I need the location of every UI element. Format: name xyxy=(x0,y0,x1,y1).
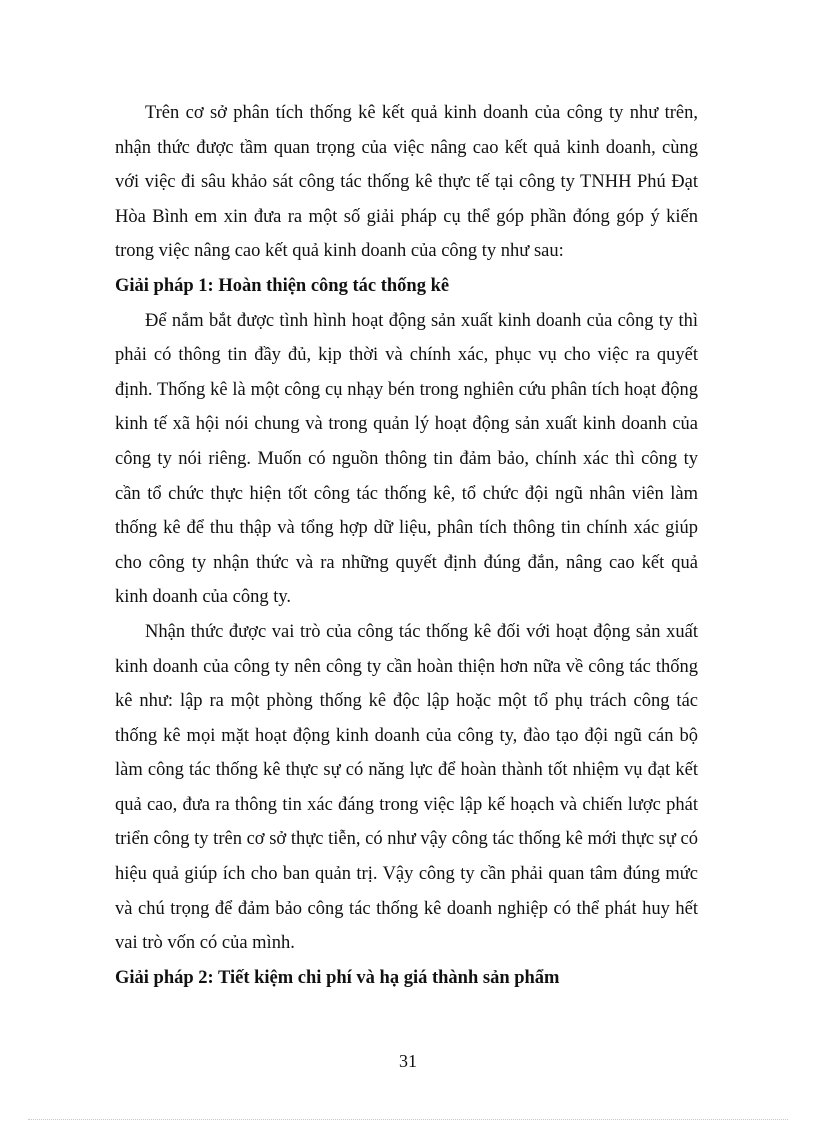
section-heading: Giải pháp 1: Hoàn thiện công tác thống kê xyxy=(115,275,450,296)
body-paragraph: Trên cơ sở phân tích thống kê kết quả kinh doanh của công ty như trên, nhận thức được tầm quan trọng của việc nâng cao kết quả kinh doanh, cùng với việc đi sâu khảo sát công tác thống kê thực tế tại công ty TNHH Phú Đạt Hòa Bình em xin đưa ra một số giải pháp cụ thể góp phần đóng góp ý kiến trong việc nâng cao kết quả kinh doanh của công ty như sau: xyxy=(115,103,698,262)
document-page xyxy=(115,96,698,995)
page-number: 31 xyxy=(399,1051,417,1071)
body-paragraph: Nhận thức được vai trò của công tác thống kê đối với hoạt động sản xuất kinh doanh của công ty nên công ty cần hoàn thiện hơn nữa về công tác thống kê như: lập ra một phòng thống kê độc lập hoặc một tổ phụ trách công tác thống kê mọi mặt hoạt động kinh doanh của công ty, đào tạo đội ngũ cán bộ làm công tác thống kê thực sự có năng lực để hoàn thành tốt nhiệm vụ đạt kết quả cao, đưa ra thông tin xác đáng trong việc lập kế hoạch và chiến lược phát triển công ty trên cơ sở thực tiễn, có như vậy công tác thống kê mới thực sự có hiệu quả giúp ích cho ban quản trị. Vậy công ty cần phải quan tâm đúng mức và chú trọng để đảm bảo công tác thống kê doanh nghiệp có thể phát huy hết vai trò vốn có của mình. xyxy=(115,621,698,954)
body-paragraph: Để nắm bắt được tình hình hoạt động sản xuất kinh doanh của công ty thì phải có thông tin đầy đủ, kịp thời và chính xác, phục vụ cho việc ra quyết định. Thống kê là một công cụ nhạy bén trong nghiên cứu phân tích hoạt động kinh tế xã hội nói chung và trong quản lý hoạt động sản xuất kinh doanh của công ty nói riêng. Muốn có nguồn thông tin đảm bảo, chính xác thì công ty cần tổ chức thực hiện tốt công tác thống kê, tổ chức đội ngũ nhân viên làm thống kê để thu thập và tổng hợp dữ liệu, phân tích thông tin chính xác giúp cho công ty nhận thức và ra những quyết định đúng đắn, nâng cao kết quả kinh doanh của công ty. xyxy=(115,310,698,608)
section-heading: Giải pháp 2: Tiết kiệm chi phí và hạ giá thành sản phẩm xyxy=(115,967,560,988)
page-bottom-divider xyxy=(28,1119,788,1120)
